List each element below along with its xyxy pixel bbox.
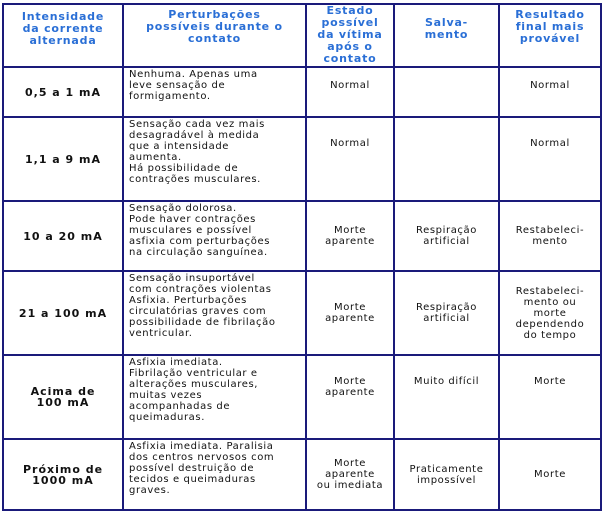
table-row [3,439,601,510]
effects-cell: Nenhuma. Apenas uma leve sensação de formigamento. [123,67,306,117]
state-cell: Morte aparente [306,271,394,355]
state-cell: Morte aparente [306,355,394,439]
table-row [3,271,601,355]
current-cell: 21 a 100 mA [3,271,123,355]
current-cell: Próximo de 1000 mA [3,439,123,510]
table-row [3,117,601,201]
state-cell: Normal [306,67,394,117]
current-cell: 1,1 a 9 mA [3,117,123,201]
current-effects-table-frame [2,3,600,509]
effects-cell: Asfixia imediata. Paralisia dos centros nervosos com possível destruição de tecidos e queimaduras graves. [123,439,306,510]
current-cell: 10 a 20 mA [3,201,123,271]
result-cell: Morte [499,439,601,510]
rescue-cell: Respiração artificial [394,271,499,355]
table-row [3,67,601,117]
effects-cell: Asfixia imediata. Fibrilação ventricular e alterações musculares, muitas vezes acompanhadas de queimaduras. [123,355,306,439]
table-row [3,355,601,439]
current-effects-table [2,3,602,511]
header-final-result: Resultado final mais provável [499,4,601,67]
header-current-intensity: Intensidade da corrente alternada [3,4,123,67]
state-cell: Normal [306,117,394,201]
header-rescue: Salva- mento [394,4,499,67]
current-cell: 0,5 a 1 mA [3,67,123,117]
result-cell: Restabeleci- mento ou morte dependendo do tempo [499,271,601,355]
table-row [3,201,601,271]
rescue-cell: Respiração artificial [394,201,499,271]
result-cell: Normal [499,117,601,201]
rescue-cell [394,67,499,117]
state-cell: Morte aparente [306,201,394,271]
rescue-cell: Praticamente impossível [394,439,499,510]
result-cell: Normal [499,67,601,117]
effects-cell: Sensação dolorosa. Pode haver contrações musculares e possível asfixia com perturbações na circulação sanguínea. [123,201,306,271]
header-victim-state: Estado possível da vítima após o contato [306,4,394,67]
result-cell: Morte [499,355,601,439]
rescue-cell: Muito difícil [394,355,499,439]
result-cell: Restabeleci- mento [499,201,601,271]
rescue-cell [394,117,499,201]
state-cell: Morte aparente ou imediata [306,439,394,510]
effects-cell: Sensação cada vez mais desagradável à medida que a intensidade aumenta. Há possibilidade de contrações musculares. [123,117,306,201]
header-row [3,4,601,67]
header-possible-disturbances: Perturbações possíveis durante o contato [123,4,306,67]
effects-cell: Sensação insuportável com contrações violentas Asfixia. Perturbações circulatórias graves com possibilidade de fibrilação ventricular. [123,271,306,355]
current-cell: Acima de 100 mA [3,355,123,439]
